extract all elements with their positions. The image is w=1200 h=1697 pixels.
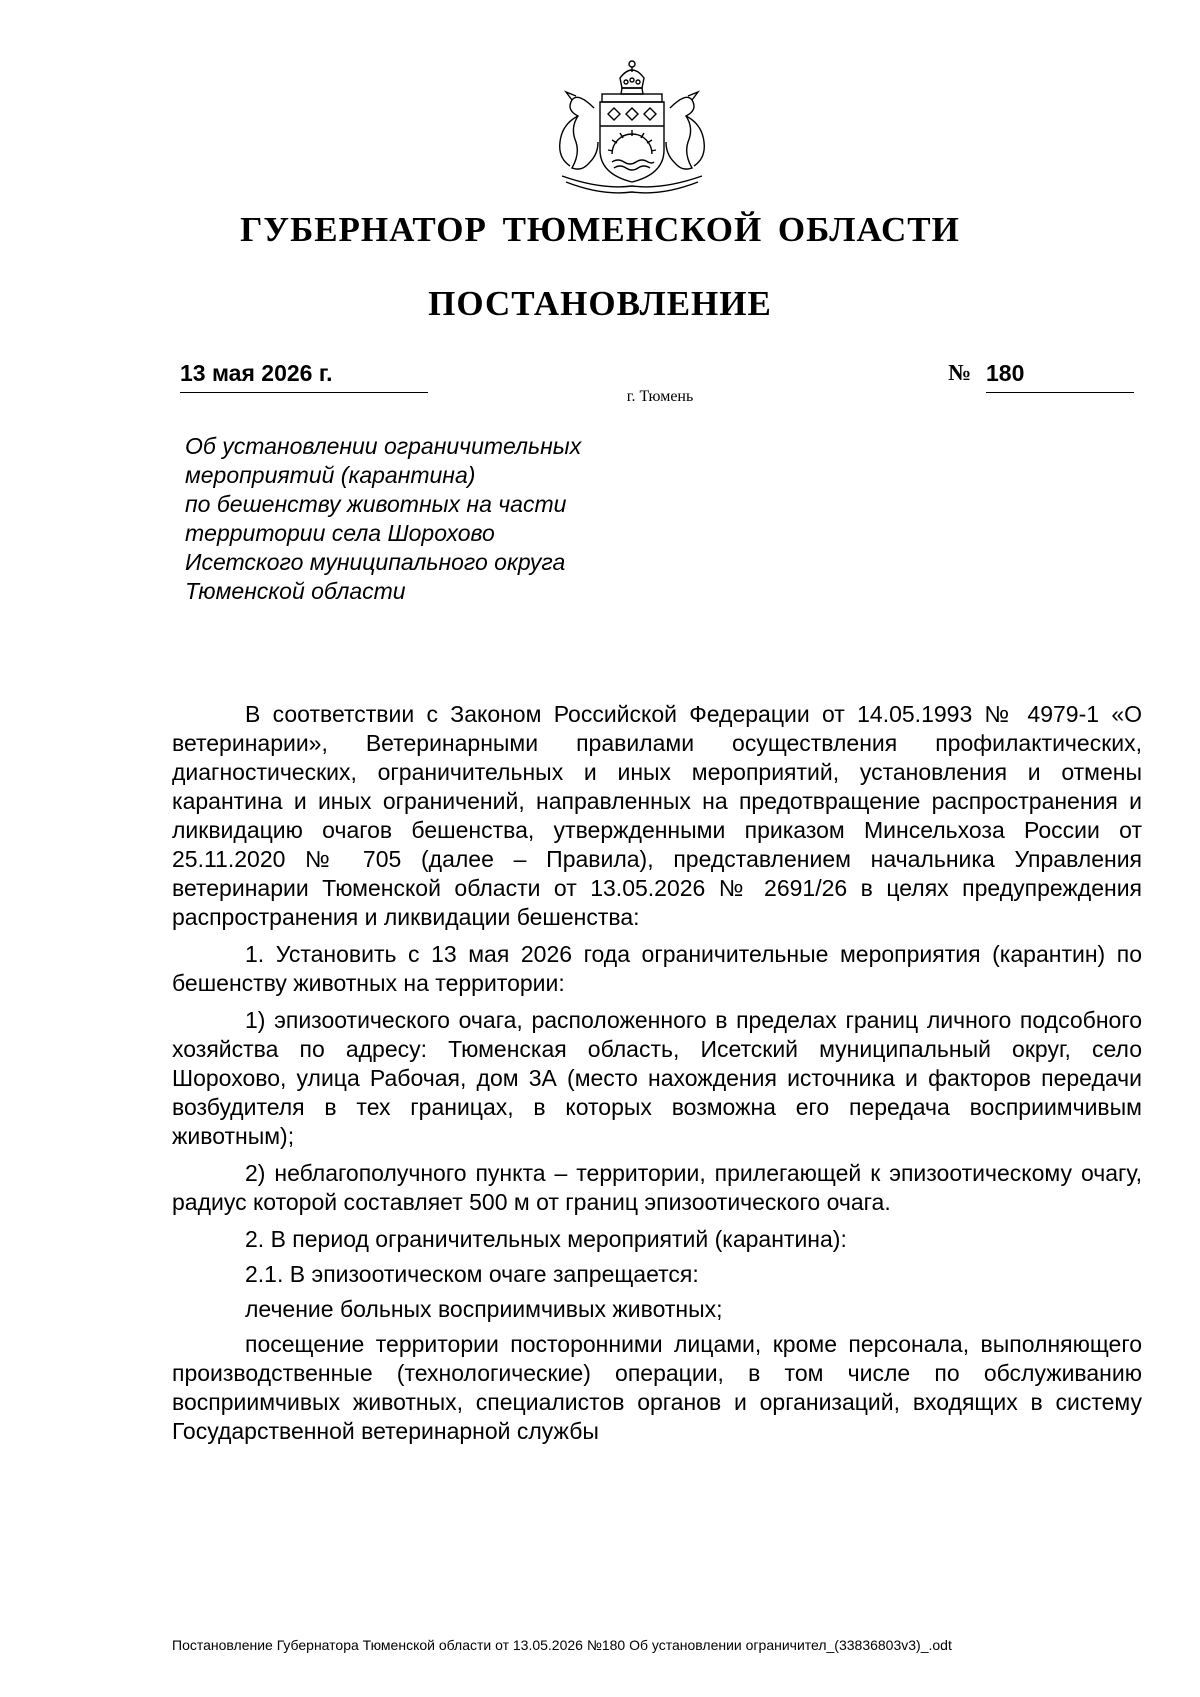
- prohibition-item: посещение территории посторонними лицами, кроме персонала, выполняющего производственные (технологические) операции, в том числе по обслуживанию восприимчивых животных, специалистов органов и организаций, входящих в систему Государственной ветеринарной службы: [172, 1331, 1142, 1444]
- subject-line: территории села Шорохово: [185, 520, 495, 546]
- authority-title: ГУБЕРНАТОР ТЮМЕНСКОЙ ОБЛАСТИ: [240, 210, 960, 249]
- preamble-paragraph: В соответствии с Законом Российской Федерации от 14.05.1993 № 4979-1 «О ветеринарии», Ветеринарными правилами осуществления профилактических, диагностических, ограничительных и иных мероприятий, установления и отмены карантина и иных ограничений, направленных на предотвращение распространения и ликвидацию очагов бешенства, утвержденными приказом Минсельхоза России от 25.11.2020 № 705 (далее – Правила), представлением начальника Управления ветеринарии Тюменской области от 13.05.2026 № 2691/26 в целях предупреждения распространения и ликвидации бешенства:: [172, 701, 1142, 930]
- subject-line: по бешенству животных на части: [185, 491, 567, 517]
- document-subject: [185, 432, 705, 606]
- clause-1-1-paragraph: 1) эпизоотического очага, расположенного в пределах границ личного подсобного хозяйства по адресу: Тюменская область, Исетский муниципальный округ, село Шорохово, улица Рабочая, дом 3А (место нахождения источника и факторов передачи возбудителя в тех границах, в которых возможна его передача восприимчивым животным);: [172, 1007, 1142, 1149]
- subject-line: Тюменской области: [185, 578, 406, 604]
- coat-of-arms-emblem: [542, 58, 722, 200]
- document-number: 180: [986, 358, 1134, 393]
- clause-1-2-paragraph: 2) неблагополучного пункта – территории, прилегающей к эпизоотическому очагу, радиус которой составляет 500 м от границ эпизоотического очага.: [172, 1160, 1142, 1215]
- document-date: 13 мая 2026 г.: [180, 358, 428, 393]
- clause-2-paragraph: 2. В период ограничительных мероприятий (карантина):: [245, 1226, 847, 1252]
- subject-line: Исетского муниципального округа: [185, 549, 566, 575]
- subject-line: мероприятий (карантина): [185, 462, 476, 488]
- clause-2-1-paragraph: 2.1. В эпизоотическом очаге запрещается:: [245, 1261, 699, 1287]
- number-label: №: [948, 360, 972, 385]
- footer-filename: Постановление Губернатора Тюменской области от 13.05.2026 №180 Об установлении ограничител_(33836803v3)_.odt: [172, 1637, 952, 1653]
- issue-city: г. Тюмень: [626, 388, 694, 405]
- document-body: [172, 700, 1142, 1454]
- subject-line: Об установлении ограничительных: [185, 433, 582, 459]
- prohibition-item: лечение больных восприимчивых животных;: [245, 1296, 723, 1322]
- document-type-title: ПОСТАНОВЛЕНИЕ: [428, 284, 772, 323]
- clause-1-paragraph: 1. Установить с 13 мая 2026 года ограничительные мероприятия (карантин) по бешенству животных на территории:: [172, 941, 1142, 996]
